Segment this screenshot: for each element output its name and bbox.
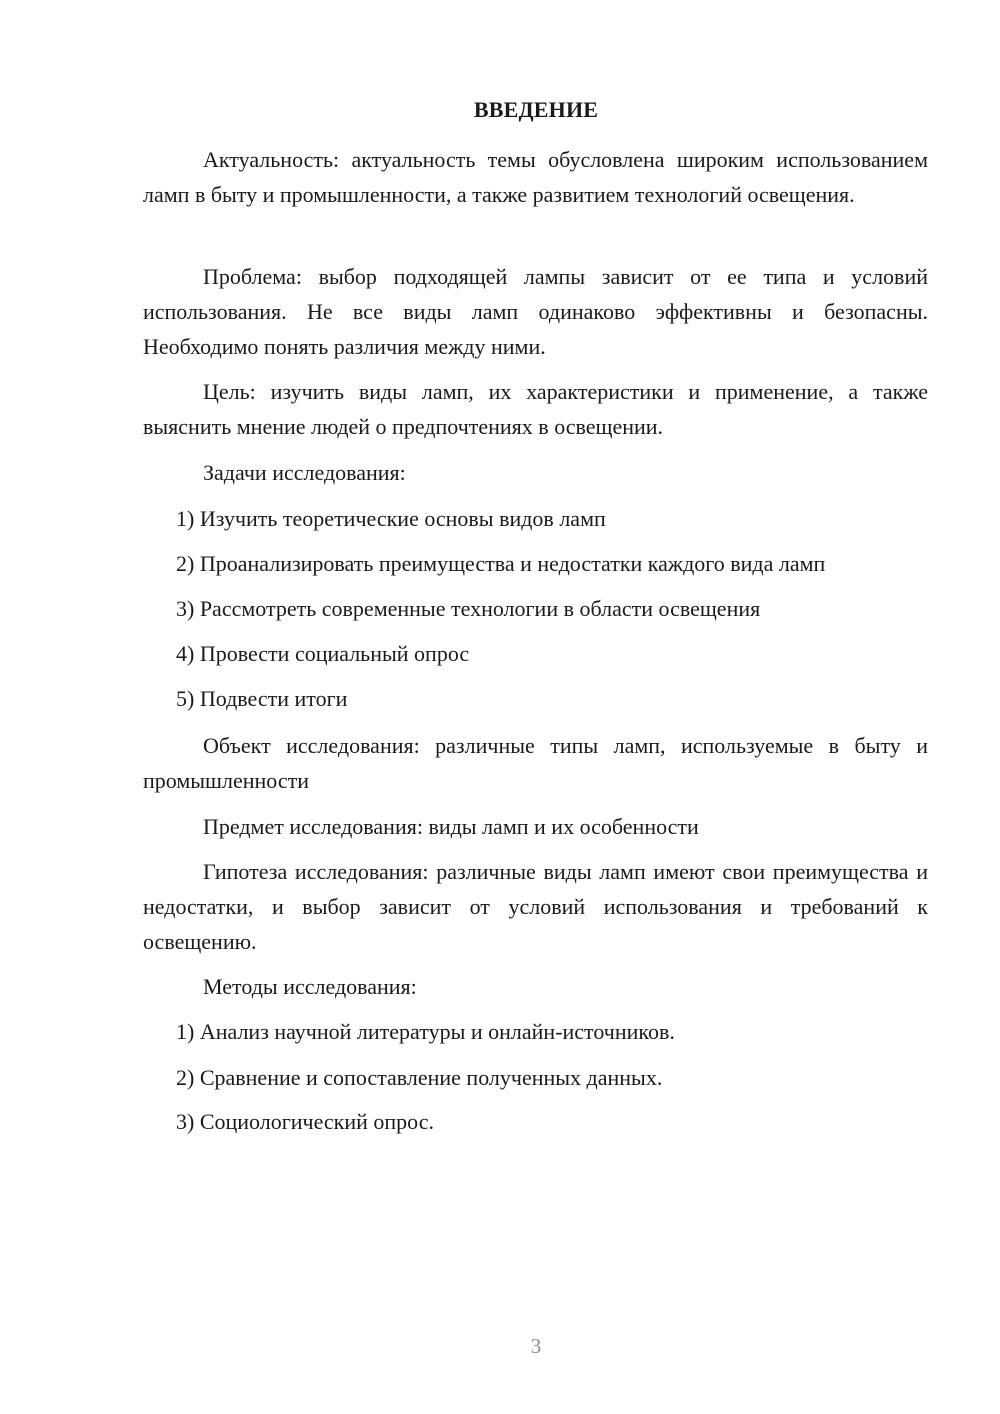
method-item-2: 2) Сравнение и сопоставление полученных данных.	[176, 1065, 663, 1090]
tasks-heading: Задачи исследования:	[203, 460, 406, 485]
task-item-4: 4) Провести социальный опрос	[176, 641, 470, 666]
goal-paragraph: Цель: изучить виды ламп, их характеристики и применение, а также выяснить мнение людей о предпочтениях в освещении.	[143, 379, 928, 439]
page-number: 3	[530, 1334, 542, 1358]
task-item-5: 5) Подвести итоги	[176, 686, 348, 711]
section-heading: ВВЕДЕНИЕ	[473, 97, 599, 122]
task-item-3: 3) Рассмотреть современные технологии в области освещения	[176, 596, 761, 621]
task-item-1: 1) Изучить теоретические основы видов ламп	[176, 506, 606, 531]
subject-paragraph: Предмет исследования: виды ламп и их особенности	[203, 814, 699, 839]
method-item-3: 3) Социологический опрос.	[176, 1109, 434, 1134]
relevance-paragraph: Актуальность: актуальность темы обусловлена широким использованием ламп в быту и промышленности, а также развитием технологий освещения.	[143, 147, 928, 207]
problem-paragraph: Проблема: выбор подходящей лампы зависит от ее типа и условий использования. Не все виды ламп одинаково эффективны и безопасны. Необходимо понять различия между ними.	[143, 264, 928, 359]
task-item-2: 2) Проанализировать преимущества и недостатки каждого вида ламп	[176, 551, 826, 576]
object-paragraph: Объект исследования: различные типы ламп, используемые в быту и промышленности	[143, 733, 928, 793]
method-item-1: 1) Анализ научной литературы и онлайн-источников.	[176, 1019, 675, 1044]
hypothesis-paragraph: Гипотеза исследования: различные виды ламп имеют свои преимущества и недостатки, и выбор зависит от условий использования и требований к освещению.	[143, 859, 928, 954]
methods-heading: Методы исследования:	[203, 974, 417, 999]
